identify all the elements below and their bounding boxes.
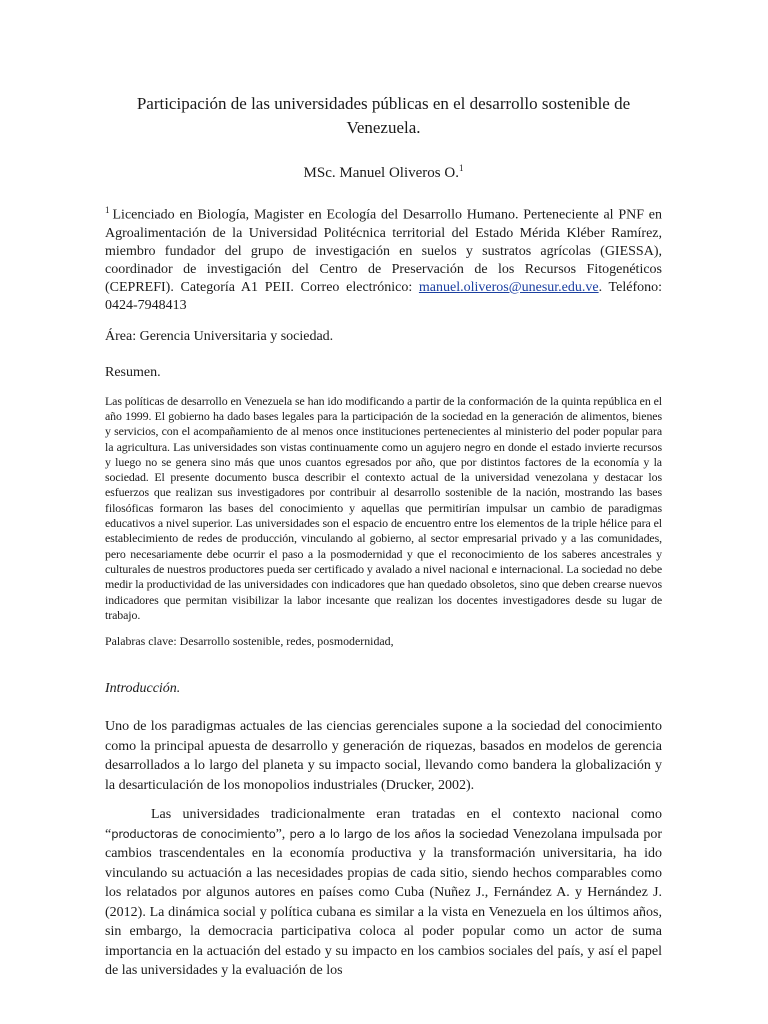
intro-paragraph-2 bbox=[105, 805, 662, 981]
intro-p2-end: Venezolana impulsada por cambios trascendentales en la economía productiva y la transformación universitaria, ha ido vinculando su actuación a las necesidades propias de cada sitio, siendo hechos comparables como los relatados por algunos autores en países como Cuba (Nuñez J., Fernández A. y Hernández J. (2012). La dinámica social y política cubana es similar a la vista en Venezuela en los últimos años, sin embargo, la democracia participativa coloca al poder popular como un actor de suma importancia en la actuación del estado y su impacto en los cambios sociales del país, y así el papel de las universidades y la evaluación de los bbox=[105, 826, 662, 979]
abstract-heading: Resumen. bbox=[105, 364, 161, 380]
intro-p2-quoted: productoras de conocimiento bbox=[111, 826, 276, 841]
footnote-mark: 1 bbox=[105, 205, 110, 215]
author-name: MSc. Manuel Oliveros O. bbox=[303, 165, 459, 181]
area-line: Área: Gerencia Universitaria y sociedad. bbox=[105, 328, 334, 344]
introduction-heading: Introducción. bbox=[105, 681, 181, 697]
email-link[interactable]: manuel.oliveros@unesur.edu.ve bbox=[418, 279, 599, 295]
document-title: Participación de las universidades públicas en el desarrollo sostenible de Venezuela. bbox=[136, 94, 631, 137]
abstract-text: Las políticas de desarrollo en Venezuela se han ido modificando a partir de la conformación de la quinta república en el año 1999. El gobierno ha dado bases legales para la participación de la sociedad en la generación de alimentos, bienes y servicios, con el acompañamiento de al menos once instituciones pertenecientes al ministerio del poder popular para la agricultura. Las universidades son vistas continuamente como un agujero negro en donde el estado invierte recursos y luego no se genera sino más que unos cuantos egresados por año, que por distintos factores de la economía y la sociedad. El presente documento busca describir el contexto actual de la universidad venezolana y destacar los esfuerzos que realizan sus investigadores por contribuir al desarrollo sostenible de la nación, mostrando las bases filosóficas formaron las bases del conocimiento y aquellas que permitirían impulsar un cambio de paradigmas educativos a nivel superior. Las universidades son el espacio de encuentro entre los elementos de la triple hélice para el establecimiento de redes de producción, vinculando al gobierno, al sector empresarial privado y a las comunidades, pero necesariamente debe ocurrir el paso a la posmodernidad y que el reconocimiento de los saberes ancestrales y culturales de nuestros productores pueda ser certificado y avalado a nivel nacional e internacional. La sociedad no debe medir la productividad de las universidades con indicadores que han quedado obsoletos, sino que deben crearse nuevos indicadores que permitan visibilizar la labor incesante que realizan los docentes investigadores desde su lugar de trabajo. bbox=[105, 393, 662, 622]
footnote-text: Licenciado en Biología, Magister en Ecología del Desarrollo Humano. Perteneciente al PNF en Agroalimentación de la Universidad Politécnica territorial del Estado Mérida Kléber Ramírez, miembro fundador del grupo de investigación en suelos y sustratos agrícolas (GIESSA), coordinador de investigación del Centro de Preservación de los Recursos Fitogenéticos (CEPREFI). Categoría A1 PEII. Correo electrónico: bbox=[105, 207, 662, 295]
document-page bbox=[105, 0, 662, 981]
intro-p2-mid: ”, bbox=[275, 826, 290, 842]
intro-p2-fragment: pero a lo largo de los años la sociedad bbox=[289, 826, 509, 841]
author-footnote bbox=[105, 201, 662, 315]
author-footnote-mark: 1 bbox=[458, 163, 464, 173]
intro-paragraph-1: Uno de los paradigmas actuales de las ciencias gerenciales supone a la sociedad del conocimiento como la principal apuesta de desarrollo y generación de riquezas, basados en modelos de gerencia desarrollados a lo largo del planeta y su impacto social, llevando como bandera la globalización y la desarticulación de los monopolios industriales (Drucker, 2002). bbox=[105, 719, 662, 793]
intro-p2-start: Las universidades tradicionalmente eran tratadas en el contexto nacional como “ bbox=[105, 807, 662, 842]
keywords-line: Palabras clave: Desarrollo sostenible, redes, posmodernidad, bbox=[105, 634, 394, 649]
author-line bbox=[105, 158, 662, 183]
footnote-phone: . Teléfono: 0424-7948413 bbox=[105, 279, 662, 313]
